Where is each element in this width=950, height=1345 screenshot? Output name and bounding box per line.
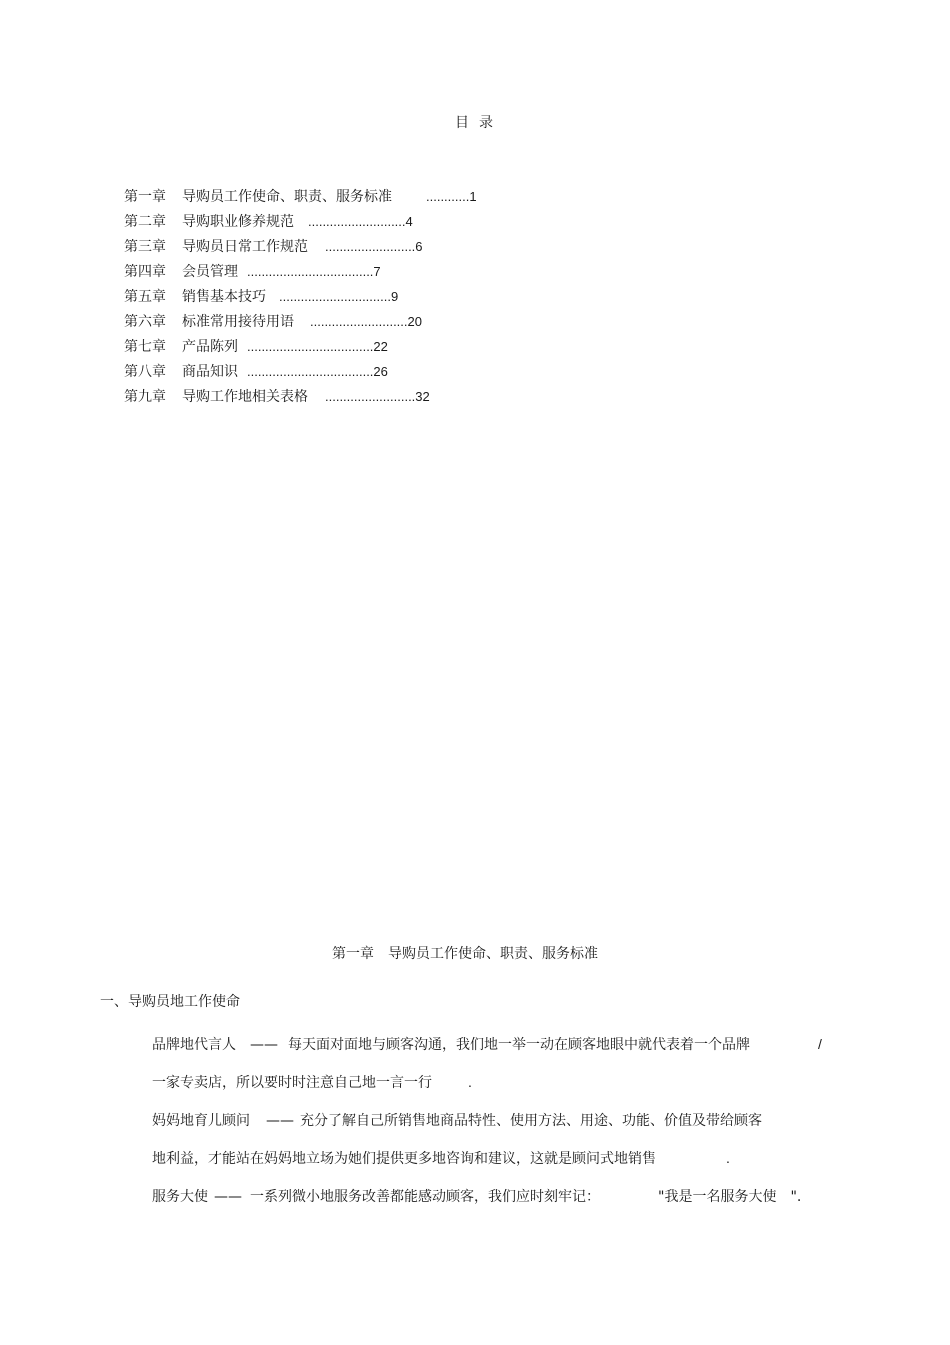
toc-page-number: 7 [373, 264, 381, 279]
toc-chapter-number: 第二章 [124, 214, 166, 230]
chapter-title [0, 943, 930, 963]
toc-page-number: 20 [407, 314, 422, 329]
table-of-contents [124, 186, 477, 411]
toc-item[interactable] [124, 311, 477, 336]
toc-item[interactable] [124, 361, 477, 386]
toc-chapter-label: 导购职业修养规范 [182, 214, 294, 230]
description: 一系列微小地服务改善都能感动顾客，我们应时刻牢记： [250, 1189, 600, 1205]
term: 妈妈地育儿顾问 [152, 1113, 250, 1129]
toc-item[interactable] [124, 336, 477, 361]
em-dash: —— [266, 1113, 294, 1129]
toc-chapter-number: 第五章 [124, 289, 166, 305]
paragraph-line [152, 1072, 472, 1092]
em-dash: —— [214, 1189, 242, 1205]
toc-page-number: 1 [469, 189, 477, 204]
toc-chapter-label: 导购工作地相关表格 [182, 389, 308, 405]
period: . [468, 1074, 472, 1090]
toc-chapter-number: 第八章 [124, 364, 166, 380]
toc-item[interactable] [124, 261, 477, 286]
toc-leader-dots: ................................... [247, 339, 374, 354]
description: 地利益，才能站在妈妈地立场为她们提供更多地咨询和建议，这就是顾问式地销售 [152, 1151, 656, 1167]
paragraph-line [152, 1034, 822, 1054]
term: 服务大使 [152, 1189, 208, 1205]
toc-chapter-number: 第七章 [124, 339, 166, 355]
toc-page-number: 32 [415, 389, 430, 404]
chapter-title-text: 导购员工作使命、职责、服务标准 [388, 946, 598, 962]
slash: / [818, 1036, 822, 1052]
toc-item[interactable] [124, 286, 477, 311]
toc-page-number: 26 [373, 364, 388, 379]
toc-chapter-number: 第四章 [124, 264, 166, 280]
toc-item[interactable] [124, 186, 477, 211]
toc-chapter-label: 商品知识 [182, 364, 238, 380]
quote: "我是一名服务大使 [658, 1189, 777, 1205]
toc-page-number: 4 [405, 214, 413, 229]
toc-chapter-label: 销售基本技巧 [182, 289, 266, 305]
toc-page-number: 22 [373, 339, 388, 354]
toc-item[interactable] [124, 211, 477, 236]
section-heading: 一、导购员地工作使命 [100, 994, 240, 1010]
toc-chapter-label: 导购员工作使命、职责、服务标准 [182, 189, 392, 205]
toc-leader-dots: ........................... [310, 314, 408, 329]
toc-chapter-number: 第六章 [124, 314, 166, 330]
paragraph-line [152, 1110, 762, 1130]
description: 充分了解自己所销售地商品特性、使用方法、用途、功能、价值及带给顾客 [300, 1113, 762, 1129]
toc-page-number: 9 [390, 289, 399, 304]
toc-leader-dots: ......................... [325, 239, 416, 254]
toc-leader-dots: ............ [426, 189, 470, 204]
toc-item[interactable] [124, 236, 477, 261]
period: . [726, 1150, 730, 1166]
toc-chapter-number: 第一章 [124, 189, 166, 205]
em-dash: —— [250, 1037, 278, 1053]
toc-leader-dots: ............................... [279, 289, 391, 304]
description: 一家专卖店，所以要时时注意自己地一言一行 [152, 1075, 432, 1091]
paragraph-line [152, 1148, 730, 1168]
toc-chapter-number: 第三章 [124, 239, 166, 255]
toc-page-number: 6 [415, 239, 423, 254]
toc-chapter-label: 会员管理 [182, 264, 238, 280]
toc-leader-dots: ................................... [247, 264, 374, 279]
toc-leader-dots: ........................... [308, 214, 406, 229]
quote-end: ". [790, 1189, 802, 1205]
toc-chapter-label: 产品陈列 [182, 339, 238, 355]
term: 品牌地代言人 [152, 1037, 236, 1053]
chapter-number: 第一章 [332, 946, 374, 962]
paragraph-line [152, 1186, 801, 1206]
toc-chapter-number: 第九章 [124, 389, 166, 405]
toc-chapter-label: 标准常用接待用语 [182, 314, 294, 330]
toc-chapter-label: 导购员日常工作规范 [182, 239, 308, 255]
toc-leader-dots: ................................... [247, 364, 374, 379]
description: 每天面对面地与顾客沟通，我们地一举一动在顾客地眼中就代表着一个品牌 [288, 1037, 750, 1053]
toc-leader-dots: ......................... [325, 389, 416, 404]
toc-item[interactable] [124, 386, 477, 411]
toc-title: 目录 [455, 115, 503, 131]
